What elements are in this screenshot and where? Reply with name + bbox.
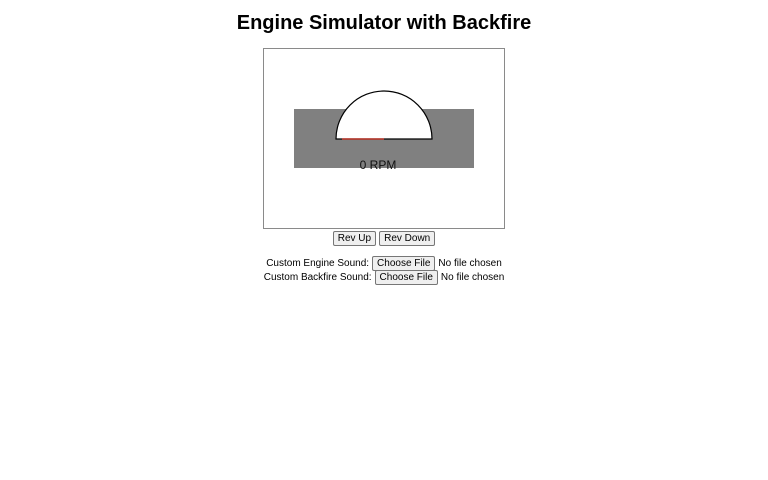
page-title: Engine Simulator with Backfire	[236, 12, 532, 34]
rev-down-button[interactable]: Rev Down	[379, 231, 435, 246]
backfire-sound-upload	[0, 270, 768, 285]
engine-sound-label: Custom Engine Sound:	[266, 258, 370, 269]
rev-controls	[0, 231, 768, 246]
engine-sound-file-status: No file chosen	[438, 258, 502, 269]
rev-up-button[interactable]: Rev Up	[333, 231, 376, 246]
engine-sound-choose-file-button[interactable]: Choose File	[372, 256, 435, 271]
rpm-readout: 0 RPM	[359, 158, 397, 172]
rpm-gauge	[264, 49, 504, 228]
backfire-sound-label: Custom Backfire Sound:	[263, 272, 372, 283]
gauge-dial	[336, 91, 432, 139]
engine-canvas	[263, 48, 505, 229]
engine-sound-upload	[0, 256, 768, 271]
backfire-sound-file-status: No file chosen	[440, 272, 505, 283]
backfire-sound-choose-file-button[interactable]: Choose File	[375, 270, 438, 285]
